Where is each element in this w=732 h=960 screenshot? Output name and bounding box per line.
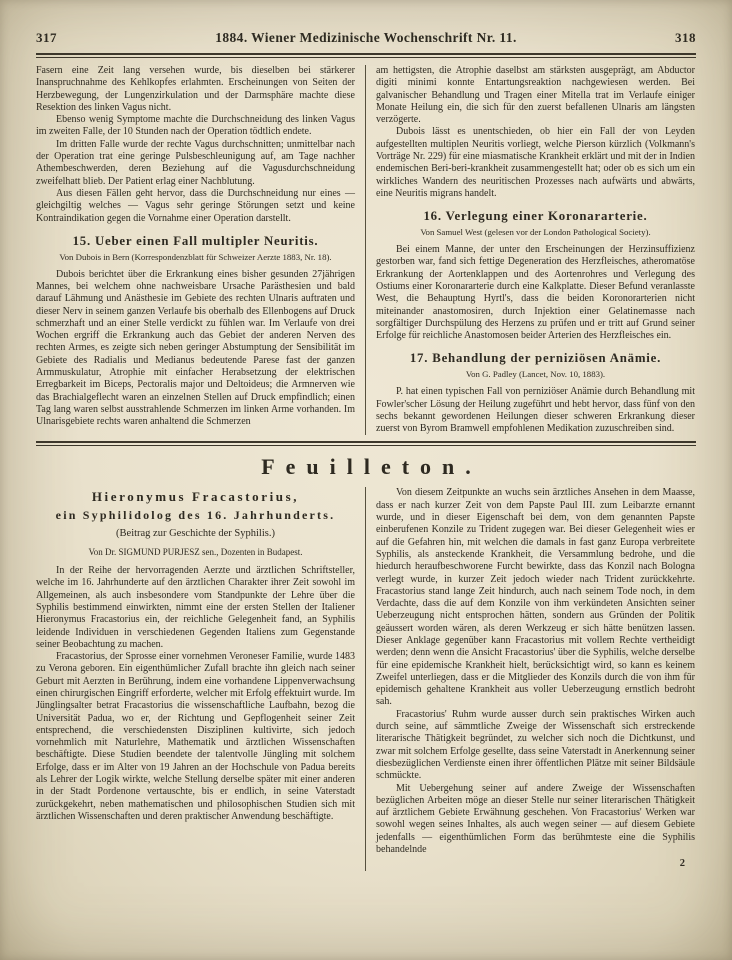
paragraph: In der Reihe der hervorragenden Aerzte und ärztlichen Schriftsteller, welche im 16. Jahrhunderte auf den ärztlichen Charakter ihrer Zeit sowohl im Allgemeinen, als auch insbesondere vom Standpunkte der Lehre über die Syphilis bestimmend einwirkten, nimmt eine der ersten Stellen der Italiener Hieronymus Fracastorius ein, der reichliche Gelegenheit fand, an Syphilis leidende Individuen in verschiedenen Gegenden Italiens zum Gegenstande seiner Beobachtung zu machen.: [36, 565, 355, 650]
article-17-byline: Von G. Padley (Lancet, Nov. 10, 1883).: [465, 369, 606, 380]
feuilleton-left-column: [36, 487, 355, 870]
page-number-right: 318: [675, 30, 696, 45]
paragraph: Ebenso wenig Symptome machte die Durchschneidung des linken Vagus im zweiten Falle, der 10 Stunden nach der Operation tödtlich endete.: [36, 114, 355, 138]
paragraph: Von diesem Zeitpunkte an wuchs sein ärztliches Ansehen in dem Maasse, dass er nach kurzer Zeit von dem Papste Paul III. zum Leibarzte ernannt wurde, und in dieser Eigenschaft bei dem, von dem genannten Papste einberufenen Konzile zu Trident zugegen war. Bei dieser Gelegenheit wies er auf die Gefahren hin, mit welchen die damals in fast ganz Europa verbreitete Syphilis, als ansteckende Krankheit, die Versammlung bedrohe, und die hiedurch heraufbeschworene Furcht bewirkte, dass das Konzil nach Bologna verlegt wurde, in kurzer Zeit jedoch wieder nach Trident zurückkehrte. Fracastorius stand lange Zeit hindurch, auch nach seinem Tode noch, in dem Verdachte, dass die auf dem Konzile von ihm verkündeten Ansichten seiner Ueberzeugung nicht entsprochen hätten, sondern aus Gründen der Politik geäussert worden wären, als deren Werkzeug er sich hätte benützen lassen. Dieser Anklage gegenüber kann Fracastorius mit vollem Rechte vertheidigt werden; denn wenn die Ansicht Fracastorius' über die Syphilis, welche derselbe für eine epidemische Krankheit hielt, berücksichtigt wird, so kann es keinem Zweifel unterliegen, dass er die Mitglieder des Konzils durch die von ihm für epidemisch gehaltene Krankheit aus voller Ueberzeugung ernstlich bedroht sah.: [376, 487, 695, 708]
feuilleton-article-note: (Beitrag zur Geschichte der Syphilis.): [116, 528, 275, 540]
feuilleton-article-title: Hieronymus Fracastorius,: [91, 489, 300, 505]
feuilleton-section: [36, 487, 696, 870]
paragraph: Fracastorius, der Sprosse einer vornehmen Veroneser Familie, wurde 1483 zu Verona geboren. Ein eigenthümlicher Zufall brachte ihn gleich nach seiner Geburt mit Aerzten in Berührung, indem eine vorhandene Lippenverwachsung einen chirurgischen Eingriff erforderte, welcher mit Erfolg effektuirt wurde. Im Jünglingsalter betrat Fracastorius die wissenschaftliche Laufbahn, bezog die Universität Padua, wo er, der Richtung und Gepflogenheit seiner Zeit entsprechend, die verschiedensten Disziplinen kultivirte, sich jedoch vornehmlich mit Naturlehre, Mathematik und ärztlichen Wissenschaften beschäftigte. Diese Studien beendete der talentvolle Jüngling mit solchem Erfolge, dass er im Alter von 19 Jahren an der Hochschule von Padua bereits als Lehrer der Logik wirkte, welche Stellung derselbe später mit einer anderen in der Stadt Pordenone vertauschte, bis er endlich, in seine Vaterstadt zurückgekehrt, neben mathematischen und philosophischen Studien sich mit ärztlichen Wissenschaften und deren praktischer Anwendung beschäftigte.: [36, 651, 355, 822]
feuilleton-right-column: [376, 487, 695, 870]
article-16-byline: Von Samuel West (gelesen vor der London Pathological Society).: [420, 227, 651, 238]
section-divider-rule: [36, 441, 696, 446]
feuilleton-article-subtitle: ein Syphilidolog des 16. Jahrhunderts.: [55, 508, 336, 523]
paragraph: Dubois lässt es unentschieden, ob hier ein Fall der von Leyden aufgestellten multiplen Neuritis vorliegt, welche Pierson kürzlich (Volkmann's Vorträge Nr. 229) für eine miasmatische Krankheit erklärt und mit der in Indien endemischen Beri-beri-krankheit zusammengestellt hat; oder ob es sich um ein wirkliches Wandern des neuritischen Prozesses nach aufwärts und abwärts, eine Neuritis migrans handelt.: [376, 126, 695, 199]
page-signature-mark: 2: [679, 858, 685, 870]
article-15-byline: Von Dubois in Bern (Korrespondenzblatt für Schweizer Aerzte 1883, Nr. 18).: [59, 251, 332, 262]
column-divider: [365, 65, 366, 435]
paragraph: Dubois berichtet über die Erkrankung eines bisher gesunden 27jährigen Mannes, bei welchem ohne nachweisbare Ursache Parästhesien und bald darauf Lähmung und Anästhesie im Gebiete des rechten Ulnaris auftraten und dieser Nerv in seinem ganzen Verlaufe bis oberhalb des Ellenbogens auf Druck schmerzhaft und an einer Stelle verdickt zu fühlen war. Im Verlaufe von drei Wochen ergriff die Erkrankung auch das Gebiet der anderen Nerven des rechten Armes, es zeigte sich neben geringer Abstumptung der Sensibilität im Gebiete des Radialis und Medianus bedeutende Parese fast der ganzen Armmuskulatur, Atrophie mit einfacher Herabsetzung der elektrischen Erregbarkeit im Biceps, Pectoralis major und Deltoideus; die Armnerven wie das Brachialgeflecht waren an einzelnen Stellen auf Druck empfindlich; einen Tag lang waren selbst ausstrahlende Schmerzen im linken Arme vorhanden. Im Ulnarisgebiete rechts waren anhaltend die Schmerzen: [36, 268, 355, 428]
feuilleton-heading: Feuilleton.: [261, 454, 482, 480]
top-right-column: [376, 65, 695, 435]
paragraph: Mit Uebergehung seiner auf andere Zweige der Wissenschaften bezüglichen Arbeiten möge an dieser Stelle nur seiner literarischen Thätigkeit auf ärztlichem Gebiete Erwähnung geschehen. Von Fracastorius' Werken war sowohl wegen seines Inhaltes, als auch wegen seiner — auf diesem Gebiete jedenfalls — eigenthümlichen Form das berühmteste eine die Syphilis behandelnde: [376, 782, 695, 856]
header-rule: [36, 53, 696, 58]
paragraph: Im dritten Falle wurde der rechte Vagus durchschnitten; unmittelbar nach der Operation trat eine geringe Pulsbeschleunigung auf, am Tage nachher Athembeschwerden, deren Beziehung auf die Vagusdurchschneidung zweifelhatt blieb. Der Patient erlag einer Nachblutung.: [36, 138, 355, 187]
column-divider: [365, 487, 366, 870]
paragraph: Fracastorius' Ruhm wurde ausser durch sein praktisches Wirken auch durch seine, auf sämmtliche Zweige der Wissenschaft sich erstreckende literarische Thätigkeit begründet, zu welcher sich noch die Dichtkunst, und zwar mit solchem Erfolge gesellte, dass seine Vaterstadt in Anerkennung seiner diesbezüglichen Verdienste einen ihrer öffentlichen Plätze mit seiner Bildsäule schmückte.: [376, 708, 695, 782]
top-left-column: [36, 65, 355, 435]
paragraph: P. hat einen typischen Fall von perniziöser Anämie durch Behandlung mit Fowler'scher Lösung der Heilung zugeführt und hebt hervor, dass fünf von den sechs bekannt gewordenen Heilungen dieser schweren Erkrankung dieser zuerst von Byrom Bramwell empfohlenen Medikation zuzuschreiben sind.: [376, 386, 695, 435]
paragraph: Aus diesen Fällen geht hervor, dass die Durchschneidung nur eines — gleichgiltig welches — Vagus sehr geringe Störungen setzt und keine Kontraindikation gegen die Vornahme einer Operation darstellt.: [36, 187, 355, 224]
paragraph: am hettigsten, die Atrophie daselbst am stärksten ausgeprägt, am Abductor digiti minimi konnte Entartungsreaktion nachgewiesen werden. Bei galvanischer Behandlung und Tragen einer Mitella trat im Verlaufe einiger Monate Heilung ein, die sich für den zuerst befallenen Ulnaris am längsten verzögerte.: [376, 65, 695, 126]
article-15-heading: 15. Ueber einen Fall multipler Neuritis.: [72, 233, 319, 248]
feuilleton-article-byline: Von Dr. SIGMUND PURJESZ sen., Dozenten in Budapest.: [88, 546, 303, 557]
page-number-left: 317: [36, 30, 57, 45]
page-header: [36, 30, 696, 46]
article-17-heading: 17. Behandlung der perniziösen Anämie.: [409, 351, 662, 366]
journal-title: 1884. Wiener Medizinische Wochenschrift Nr. 11.: [215, 30, 517, 45]
paragraph: Fasern eine Zeit lang versehen wurde, bis dieselben bei stärkerer Inanspruchnahme des Kehlkopfes erlahmten. Erscheinungen von Seiten der Herzbewegung, der Lungenzirkulation und der Darmsphäre machte diese Resektion des linken Vagus nicht.: [36, 65, 355, 113]
top-section: [36, 65, 696, 435]
article-16-heading: 16. Verlegung einer Koronararterie.: [423, 209, 648, 224]
paragraph: Bei einem Manne, der unter den Erscheinungen der Herzinsuffizienz gestorben war, fand sich fettige Degeneration des Herzfleisches, atheromatöse Erkrankung der Aortenklappen und des Aortenrohres und Verlegung des Ostiums einer Koronararterie durch eine Kalkplatte. Dieser Befund veranlasste West, die Behauptung Hyrtl's, dass die beiden Koronorarterien nicht miteinander anastomosiren, durch Injektion einer Gelatinemasse nach sorgfältiger Durchspülung des Herzens zu prüfen und er tritt auf Grund seiner Erfolge für reichliche Anastomosen beider Arterien des Herzfleisches ein.: [376, 244, 695, 342]
